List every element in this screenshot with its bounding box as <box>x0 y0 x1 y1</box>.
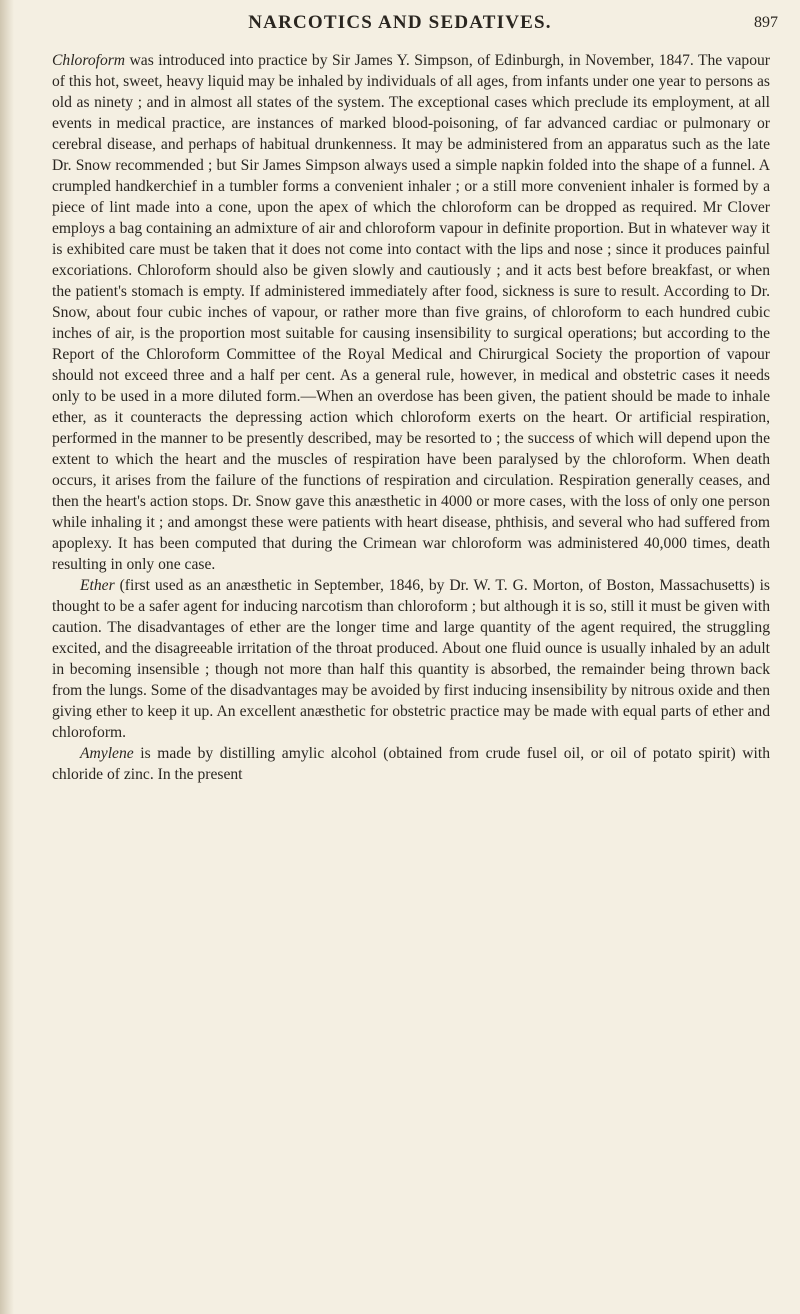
paragraph-ether <box>52 575 770 743</box>
paragraph-chloroform <box>52 50 770 575</box>
page-number: 897 <box>754 14 778 31</box>
paragraph-text: was introduced into practice by Sir James Y. Simpson, of Edinburgh, in November, 1847. The vapour of this hot, sweet, heavy liquid may be inhaled by individuals of all ages, from infants under one year to persons as old as ninety ; and in almost all states of the system. The exceptional cases which preclude its employment, at all events in medical practice, are instances of marked blood-poisoning, of far advanced cardiac or pulmonary or cerebral disease, and perhaps of habitual drunkenness. It may be administered from an apparatus such as the late Dr. Snow recommended ; but Sir James Simpson always used a simple napkin folded into the shape of a funnel. A crumpled handkerchief in a tumbler forms a convenient inhaler ; or a still more convenient inhaler is formed by a piece of lint made into a cone, upon the apex of which the chloroform can be dropped as required. Mr Clover employs a bag containing an admixture of air and chloroform vapour in definite proportion. But in whatever way it is exhibited care must be taken that it does not come into contact with the lips and nose ; since it produces painful excoriations. Chloroform should also be given slowly and cautiously ; and it acts best before breakfast, or when the patient's stomach is empty. If administered immediately after food, sickness is sure to result. According to Dr. Snow, about four cubic inches of vapour, or rather more than five grains, of chloroform to each hundred cubic inches of air, is the proportion most suitable for causing insensibility to surgical operations; but according to the Report of the Chloroform Committee of the Royal Medical and Chirurgical Society the proportion of vapour should not exceed three and a half per cent. As a general rule, however, in medical and obstetric cases it needs only to be used in a more diluted form.—When an overdose has been given, the patient should be made to inhale ether, as it counteracts the depressing action which chloroform exerts on the heart. Or artificial respiration, performed in the manner to be presently described, may be resorted to ; the success of which will depend upon the extent to which the heart and the muscles of respiration have been paralysed by the chloroform. When death occurs, it arises from the failure of the functions of respiration and circulation. Respiration generally ceases, and then the heart's action stops. Dr. Snow gave this anæsthetic in 4000 or more cases, with the loss of only one person while inhaling it ; and amongst these were patients with heart disease, phthisis, and several who had suffered from apoplexy. It has been computed that during the Crimean war chloroform was administered 40,000 times, death resulting in only one case. <box>52 52 770 573</box>
page-header <box>0 10 800 40</box>
term-chloroform: Chloroform <box>52 52 126 69</box>
paragraph-text: is made by distilling amylic alcohol (obtained from crude fusel oil, or oil of potato spirit) with chloride of zinc. In the present <box>52 745 770 783</box>
running-head: NARCOTICS AND SEDATIVES. <box>248 12 552 33</box>
term-amylene: Amylene <box>80 745 134 762</box>
paragraph-amylene <box>52 743 770 785</box>
page-gutter-shadow <box>0 0 14 1314</box>
term-ether: Ether <box>80 577 115 594</box>
body-text <box>52 50 770 785</box>
paragraph-text: (first used as an anæsthetic in September, 1846, by Dr. W. T. G. Morton, of Boston, Massachusetts) is thought to be a safer agent for inducing narcotism than chloroform ; but although it is so, still it must be given with caution. The disadvantages of ether are the longer time and large quantity of the agent required, the struggling excited, and the disagreeable irritation of the throat produced. About one fluid ounce is usually inhaled by an adult in becoming insensible ; though not more than half this quantity is absorbed, the remainder being thrown back from the lungs. Some of the disadvantages may be avoided by first inducing insensibility by nitrous oxide and then giving ether to keep it up. An excellent anæsthetic for obstetric practice may be made with equal parts of ether and chloroform. <box>52 577 770 741</box>
